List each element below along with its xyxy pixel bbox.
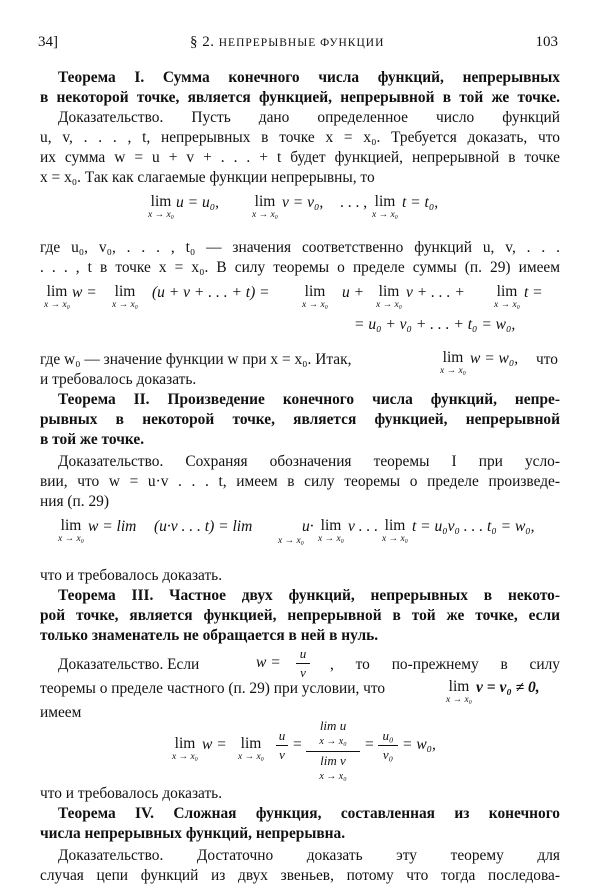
proof-2-line-2: вии, что w = u·v . . . t, имеем в силу теоремы о пределе произведе- xyxy=(40,473,560,490)
formula-quotient-def: w = u v xyxy=(256,648,326,682)
formula-final-limit: lim x → x₀ xyxy=(440,349,466,376)
proof-3-line-2: теоремы о пределе частного (п. 29) при условии, что xyxy=(40,680,386,697)
theorem-4-line-2: числа непрерывных функций, непрерывна. xyxy=(40,825,346,842)
formula-sum-limit: lim x → x₀ w = lim x → x₀ (u + v + . . . + t) = lim x → x₀ u + lim x → x₀ v + . . . + lim x → x₀ t = = u₀ + v₀ + . . . + t₀ = w₀, xyxy=(44,283,543,333)
section-number: § 2. xyxy=(190,34,215,50)
theorem-1-line-1: Теорема I. Сумма конечного числа функций, непрерывных xyxy=(58,69,560,86)
proof-4-line-2: случая цепи функций из двух звеньев, потому что тогда последова- xyxy=(40,867,560,884)
proof-3-line-3: имеем xyxy=(40,704,82,721)
proof-1-line-5: где u₀, v₀, . . . , t₀ — значения соответственно функций u, v, . . . xyxy=(40,239,560,256)
formula-product-limit: lim x → x₀ w = lim (u·v . . . t) = lim x → x₀ u· lim x → x₀ v . . . lim x → x₀ t = u₀v₀ . . . t₀ = w₀, xyxy=(58,517,535,546)
formula-quotient-limit: lim x → x₀ w = lim x → x₀ u v = lim u x → x₀ lim v x → x₀ = u₀ v₀ = w₀, xyxy=(172,718,436,782)
proof-1-line-6: . . . , t в точке x = x₀. В силу теоремы о пределе суммы (п. 29) имеем xyxy=(40,259,560,276)
proof-2-line-1: Доказательство. Сохраняя обозначения теоремы I при усло- xyxy=(58,453,560,470)
proof-4-line-1: Доказательство. Достаточно доказать эту теорему для xyxy=(58,847,560,864)
running-head xyxy=(190,34,384,51)
theorem-3-line-1: Теорема III. Частное двух функций, непрерывных в некото- xyxy=(58,587,560,604)
theorem-1-line-2: в некоторой точке, является функцией, непрерывной в той же точке. xyxy=(40,89,560,106)
chapter-marker: 34] xyxy=(38,34,58,50)
formula-denominator-nonzero: v = v₀ ≠ 0, xyxy=(476,679,540,696)
section-title: НЕПРЕРЫВНЫЕ ФУНКЦИИ xyxy=(218,37,385,49)
theorem-3-line-2: рой точке, является функцией, непрерывной в той же точке, если xyxy=(40,607,560,624)
proof-1-end: и требовалось доказать. xyxy=(40,371,197,388)
proof-1-line-7: где w₀ — значение функции w при x = x₀. Итак, xyxy=(40,351,352,368)
proof-1-line-3: их сумма w = u + v + . . . + t будет функцией, непрерывной в точке xyxy=(40,149,560,166)
proof-1-line-1: Доказательство. Пусть дано определенное число функций xyxy=(58,109,560,126)
theorem-2-line-3: в той же точке. xyxy=(40,431,145,448)
proof-3-line-1b: , то по-прежнему в силу xyxy=(330,656,560,673)
proof-2-line-3: ния (п. 29) xyxy=(40,493,109,510)
proof-1-line-4: x = x₀. Так как слагаемые функции непрерывны, то xyxy=(40,169,375,186)
proof-1-line-2: u, v, . . . , t, непрерывных в точке x = x₀. Требуется доказать, что xyxy=(40,129,560,146)
page-number: 103 xyxy=(535,34,558,50)
proof-3-line-1a: Доказательство. Если xyxy=(58,656,200,673)
formula-final-value: w = w₀, xyxy=(470,350,519,367)
proof-3-end: что и требовалось доказать. xyxy=(40,785,223,802)
proof-1-line-7b: что xyxy=(536,351,558,368)
proof-2-end: что и требовалось доказать. xyxy=(40,567,223,584)
theorem-2-line-1: Теорема II. Произведение конечного числа функций, непре- xyxy=(58,391,560,408)
formula-denominator-limit: lim x → x₀ xyxy=(446,678,472,705)
theorem-2-line-2: рывных в некоторой точке, является функцией, непрерывной xyxy=(40,411,560,428)
theorem-3-line-3: только знаменатель не обращается в ней в нуль. xyxy=(40,627,379,644)
theorem-4-line-1: Теорема IV. Сложная функция, составленная из конечного xyxy=(58,805,560,822)
formula-limits-1: lim x → x₀ u = u₀, lim x → x₀ v = v₀, . . . , lim x → x₀ t = t₀, xyxy=(148,193,439,220)
